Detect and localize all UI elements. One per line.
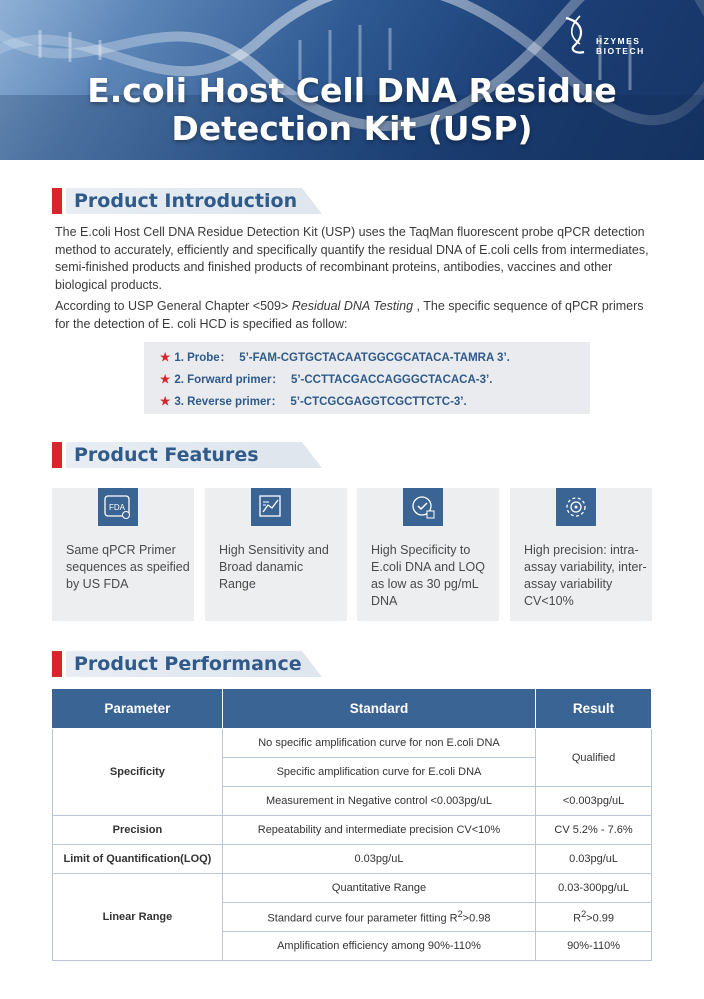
table-row [53,816,652,845]
primer-probe [160,349,510,365]
standard-cell: Repeatability and intermediate precision CV<10% [222,816,535,845]
logo-line1: HZYMES [596,36,641,46]
para2-before: According to USP General Chapter <509> [55,299,292,313]
heading-text: Product Performance [74,653,302,675]
primer-forward [160,371,492,387]
result-cell: Qualified [536,729,652,787]
para2-after: , The specific sequence of qPCR primers for the detection of E. coli HCD is specified as follow: [55,299,644,331]
primer-label: 1. Probe： [174,352,232,364]
feature-card-fda [52,488,194,621]
hero-banner [0,0,704,160]
standard-cell: No specific amplification curve for non E.coli DNA [222,729,535,758]
logo-line2: BIOTECH [596,46,645,56]
section-heading-performance [52,651,322,677]
logo-mark-icon [560,12,594,56]
table-row [53,729,652,758]
res-text: >0.99 [586,912,614,925]
superscript: 2 [581,909,587,920]
feature-text: Same qPCR Primer sequences as speified by US FDA [66,543,190,591]
result-cell: 0.03pg/uL [536,845,652,874]
section-heading-introduction [52,188,322,214]
param-cell: Precision [53,816,223,845]
primer-list [144,342,590,414]
result-cell: CV 5.2% - 7.6% [536,816,652,845]
heading-text: Product Features [74,444,259,466]
star-icon: ★ [160,396,171,408]
feature-card-specificity [357,488,499,621]
result-cell: 0.03-300pg/uL [536,874,652,903]
table-row [53,874,652,903]
param-cell: Specificity [53,729,223,816]
primer-reverse [160,393,467,409]
specificity-check-icon [403,488,443,526]
standard-cell: 0.03pg/uL [222,845,535,874]
heading-accent-bar [52,442,62,468]
title-line2: Detection Kit (USP) [171,109,533,148]
std-text: >0.98 [462,912,491,925]
feature-card-sensitivity [205,488,347,621]
column-header-result: Result [536,689,652,729]
column-header-parameter: Parameter [53,689,223,729]
logo-text [596,36,645,56]
intro-paragraph-2 [55,298,655,333]
primer-sequence: 5’-CCTTACGACCAGGGCTACACA-3’. [290,374,493,386]
precision-gear-icon [556,488,596,526]
title-line1: E.coli Host Cell DNA Residue [87,71,617,110]
std-text: Standard curve four parameter fitting R [267,912,458,925]
feature-text: High Sensitivity and Broad danamic Range [219,543,329,591]
column-header-standard: Standard [222,689,535,729]
fda-icon [98,488,138,526]
feature-text: High precision: intra-assay variability, inter-assay variability CV<10% [524,543,647,608]
usp-chapter-title: Residual DNA Testing [291,299,414,313]
primer-label: 3. Reverse primer： [174,396,283,408]
sensitivity-chart-icon [251,488,291,526]
res-text: R [573,912,582,925]
standard-cell: Specific amplification curve for E.coli DNA [222,758,535,787]
heading-accent-bar [52,651,62,677]
primer-sequence: 5’-CTCGCGAGGTCGCTTCTC-3’. [290,396,467,408]
param-cell: Limit of Quantification(LOQ) [53,845,223,874]
param-cell: Linear Range [53,874,223,961]
performance-table [52,688,652,961]
svg-text:FDA: FDA [109,503,125,512]
table-row [53,845,652,874]
result-cell [536,903,652,932]
feature-text: High Specificity to E.coli DNA and LOQ as low as 30 pg/mL DNA [371,543,485,608]
result-cell: <0.003pg/uL [536,787,652,816]
star-icon: ★ [160,374,171,386]
company-logo [560,12,670,62]
standard-cell: Amplification efficiency among 90%-110% [222,932,535,961]
table-header-row [53,689,652,729]
page-title [0,72,704,148]
heading-text: Product Introduction [74,190,298,212]
standard-cell [222,903,535,932]
result-cell: 90%-110% [536,932,652,961]
standard-cell: Measurement in Negative control <0.003pg/uL [222,787,535,816]
star-icon: ★ [160,352,171,364]
primer-sequence: 5’-FAM-CGTGCTACAATGGCGCATACA-TAMRA 3’. [239,352,510,364]
feature-card-precision [510,488,652,621]
intro-paragraph-1: The E.coli Host Cell DNA Residue Detection Kit (USP) uses the TaqMan fluorescent probe qPCR detection method to accurately, efficiently and specifically quantify the residual DNA of E.coli cells from intermediates, semi-finished products and finished products of recombinant proteins, antibodies, vaccines and other biological products. [55,225,649,292]
heading-accent-bar [52,188,62,214]
superscript: 2 [457,909,463,920]
primer-label: 2. Forward primer： [174,374,283,386]
standard-cell: Quantitative Range [222,874,535,903]
section-heading-features [52,442,322,468]
